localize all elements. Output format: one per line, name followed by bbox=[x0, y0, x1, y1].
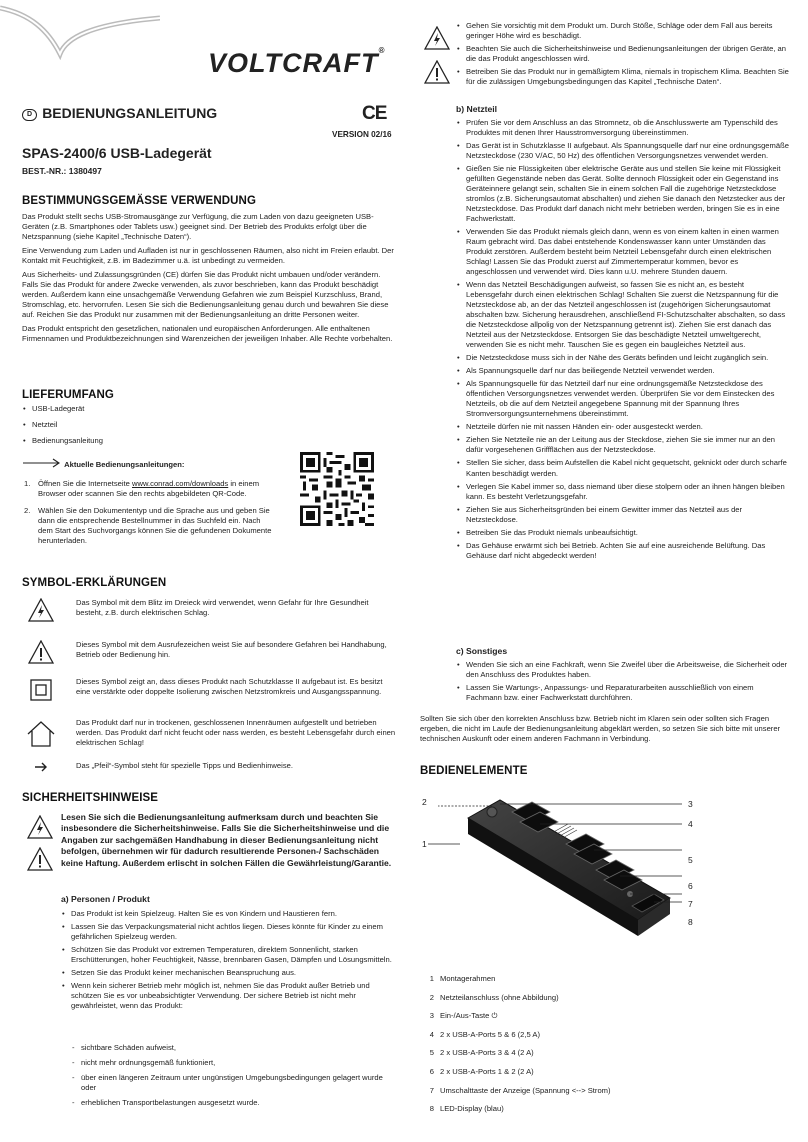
list-item: • Das Produkt ist kein Spielzeug. Halten Sie es von Kindern und Haustieren fern. bbox=[61, 909, 396, 919]
list-item: • Verlegen Sie Kabel immer so, dass niemand über diese stolpern oder an ihnen hängen bleiben kann. Es besteht Verletzungsgefahr. bbox=[456, 482, 790, 502]
callout-label: 3 bbox=[688, 799, 693, 809]
exclamation-triangle-icon bbox=[424, 60, 450, 84]
list-item: • Betreiben Sie das Produkt niemals unbeaufsichtigt. bbox=[456, 528, 790, 538]
lightning-triangle-icon bbox=[28, 598, 54, 622]
scope-list bbox=[22, 404, 222, 446]
exclamation-triangle-icon bbox=[27, 847, 53, 871]
list-item: • Betreiben Sie das Produkt nur in gemäßigtem Klima, niemals in tropischem Klima. Beachten Sie für die zulässigen Umgebungsbedingungen das Kapitel „Technische Daten“. bbox=[456, 67, 790, 87]
safety-heading: SICHERHEITSHINWEISE bbox=[22, 792, 159, 804]
section-c-list bbox=[456, 660, 790, 703]
list-item: • Netzteil bbox=[22, 420, 222, 430]
list-item: • Schützen Sie das Produkt vor extremen Temperaturen, direktem Sonnenlicht, starken Erschütterungen, hoher Feuchtigkeit, Nässe, brennbaren Gasen, Dämpfen und Lösungsmitteln. bbox=[61, 945, 396, 965]
callout-label: 2 bbox=[422, 797, 427, 807]
symbol-row: Dieses Symbol zeigt an, dass dieses Produkt nach Schutzklasse II aufgebaut ist. Es besitzt eine verstärkte oder doppelte Isolierung zwischen Netzstromkreis und Ausgangsspannung. bbox=[22, 677, 396, 697]
list-item: • Wenn das Netzteil Beschädigungen aufweist, so fassen Sie es nicht an, es besteht Lebensgefahr durch einen elektrischen Schlag! Schalten Sie zuerst die Netzspannung für die Netzsteckdose ab, an der das Netzteil angeschlossen ist (zugehörigen Sicherungsautomat abschalten bzw. Sicherung herausdrehen, anschließend FI-Schutzschalter abschalten, so dass die Netzsteckdose allpolig von der Netzspannung getrennt ist). Ziehen Sie erst danach das Netzteil aus der Netzsteckdose. Entsorgen Sie das beschädigte Netzteil umweltgerecht, verwenden Sie es nicht mehr. Tauschen Sie es gegen ein baugleiches Netzteil aus. bbox=[456, 280, 790, 350]
list-item: • Ziehen Sie Netzteile nie an der Leitung aus der Steckdose, ziehen Sie sie immer nur an den dafür vorgesehenen Griffflächen aus der Netzsteckdose. bbox=[456, 435, 790, 455]
product-title: SPAS-2400/6 USB-Ladegerät bbox=[22, 145, 212, 161]
callout-label: 5 bbox=[688, 855, 693, 865]
list-item: • Wenn kein sicherer Betrieb mehr möglich ist, nehmen Sie das Produkt außer Betrieb und schützen Sie es vor unbeabsichtigter Verwendung. Der sichere Betrieb ist nicht mehr gewährleistet, wenn das Produkt: bbox=[61, 981, 396, 1011]
item-number: BEST.-NR.: 1380497 bbox=[22, 166, 102, 176]
symbol-row: Das Symbol mit dem Blitz im Dreieck wird verwendet, wenn Gefahr für Ihre Gesundheit besteht, z.B. durch elektrischen Schlag. bbox=[22, 598, 396, 618]
section-b-list bbox=[456, 118, 790, 561]
callout-label: 8 bbox=[688, 917, 693, 927]
lightning-triangle-icon bbox=[27, 815, 53, 839]
list-item: • Lassen Sie das Verpackungsmaterial nicht achtlos liegen. Dieses könnte für Kinder zu einem gefährlichen Spielzeug werden. bbox=[61, 922, 396, 942]
list-item: • Als Spannungsquelle darf nur das beiliegende Netzteil verwendet werden. bbox=[456, 366, 790, 376]
callout-label: 1 bbox=[422, 839, 427, 849]
legend-row: 7 Umschalttaste der Anzeige (Spannung <--> Strom) bbox=[429, 1085, 611, 1095]
legend-row: 4 2 x USB-A-Ports 5 & 6 (2,5 A) bbox=[429, 1029, 541, 1039]
symbols-heading: SYMBOL-ERKLÄRUNGEN bbox=[22, 577, 167, 589]
list-item: - über einen längeren Zeitraum unter ungünstigen Umgebungsbedingungen gelagert wurde oder bbox=[71, 1073, 396, 1093]
class-ii-icon bbox=[30, 679, 52, 701]
list-item: • Setzen Sie das Produkt keiner mechanischen Beanspruchung aus. bbox=[61, 968, 396, 978]
doc-title: BEDIENUNGSANLEITUNG bbox=[42, 105, 218, 121]
list-item: - sichtbare Schäden aufweist, bbox=[71, 1043, 396, 1053]
arrow-icon bbox=[34, 762, 48, 772]
symbol-row: Dieses Symbol mit dem Ausrufezeichen weist Sie auf besondere Gefahren bei Handhabung, Betrieb oder Bedienung hin. bbox=[22, 640, 396, 660]
list-item: • Das Gerät ist in Schutzklasse II aufgebaut. Als Spannungsquelle darf nur eine ordnungsgemäße Netzsteckdose (230 V/AC, 50 Hz) des öffentlichen Versorgungsnetzes verwendet werden. bbox=[456, 141, 790, 161]
list-item: • Lassen Sie Wartungs-, Anpassungs- und Reparaturarbeiten ausschließlich von einem Fachmann bzw. einer Fachwerkstatt durchführen. bbox=[456, 683, 790, 703]
list-item: • Beachten Sie auch die Sicherheitshinweise und Bedienungsanleitungen der übrigen Geräte, an die das Produkt angeschlossen wird. bbox=[456, 44, 790, 64]
list-item: • Gehen Sie vorsichtig mit dem Produkt um. Durch Stöße, Schläge oder dem Fall aus bereits geringer Höhe wird es beschädigt. bbox=[456, 21, 790, 41]
list-item: - erheblichen Transportbelastungen ausgesetzt wurde. bbox=[71, 1098, 396, 1108]
list-item: • Stellen Sie sicher, dass beim Aufstellen die Kabel nicht gequetscht, geknickt oder durch scharfe Kanten beschädigt werden. bbox=[456, 458, 790, 478]
symbol-row: Das Produkt darf nur in trockenen, geschlossenen Innenräumen aufgestellt und betrieben werden. Das Produkt darf nicht feucht oder nass werden, es besteht Lebensgefahr durch einen elektrischen Schlag! bbox=[22, 718, 396, 748]
downloads-link[interactable]: www.conrad.com/downloads bbox=[132, 479, 229, 488]
ce-mark: CE bbox=[362, 103, 387, 124]
version-label: VERSION 02/16 bbox=[332, 130, 392, 139]
closing-note: Sollten Sie sich über den korrekten Anschluss bzw. Betrieb nicht im Klaren sein oder sollten sich Fragen ergeben, die nicht im Laufe der Bedienungsanleitung abgeklärt werden, so setzen Sie sich bitte mit unserer technischen Auskunft oder einem anderen Fachmann in Verbindung. bbox=[420, 714, 781, 744]
manuals-steps: 1. Öffnen Sie die Internetseite www.conrad.com/downloads in einem Browser oder scannen Sie den rechts abgebildeten QR-Code. 2. Wählen Sie den Dokumententyp und die Sprache aus und geben Sie dann die entsprechende Bestellnummer in das Suchfeld ein. Nach dem Start des Suchvorgangs können Sie die gefundenen Dokumente herunterladen. bbox=[24, 479, 272, 546]
callout-label: 7 bbox=[688, 899, 693, 909]
list-item: • Bedienungsanleitung bbox=[22, 436, 222, 446]
list-item: • Ziehen Sie aus Sicherheitsgründen bei einem Gewitter immer das Netzteil aus der Netzsteckdose. bbox=[456, 505, 790, 525]
list-item: • Gießen Sie nie Flüssigkeiten über elektrische Geräte aus und stellen Sie keine mit Flüssigkeit gefüllten Gegenstände neben das Gerät. Sollte dennoch Flüssigkeit oder ein Gegenstand ins Geräteinnere gelangt sein, schalten Sie in einem solchen Fall die zugehörige Netzsteckdose stromlos (z.B. Sicherungsautomat abschalten) und ziehen Sie danach den Netzstecker aus der Netzsteckdose. Das Produkt darf danach nicht mehr betrieben werden, bringen Sie es in eine Fachwerkstatt. bbox=[456, 164, 790, 224]
list-item: - nicht mehr ordnungsgemäß funktioniert, bbox=[71, 1058, 396, 1068]
qr-code[interactable] bbox=[300, 452, 374, 526]
arrow-icon bbox=[22, 458, 62, 468]
header-swoosh bbox=[0, 0, 160, 60]
top-safety-list bbox=[456, 21, 790, 87]
list-item: • Als Spannungsquelle für das Netzteil darf nur eine ordnungsgemäße Netzsteckdose des öffentlichen Versorgungsnetzes verwendet werden. Überprüfen Sie vor dem Einstecken des Netzteils, ob die auf dem Netzteil angegebene Spannung mit der Spannung Ihres Stromversorgungsunternehmens übereinstimmt. bbox=[456, 379, 790, 419]
list-item: • Das Gehäuse erwärmt sich bei Betrieb. Achten Sie auf eine ausreichende Belüftung. Das Gehäuse darf nicht abgedeckt werden! bbox=[456, 541, 790, 561]
legend-row: 1 Montagerahmen bbox=[429, 974, 496, 983]
section-b-heading: b) Netzteil bbox=[456, 104, 498, 114]
legend-row: 3 Ein-/Aus-Taste ⏻ bbox=[429, 1011, 498, 1021]
legend-row: 6 2 x USB-A-Ports 1 & 2 (2 A) bbox=[429, 1066, 534, 1076]
controls-legend bbox=[420, 974, 790, 1123]
controls-heading: BEDIENELEMENTE bbox=[420, 765, 528, 777]
safety-intro: Lesen Sie sich die Bedienungsanleitung aufmerksam durch und beachten Sie insbesondere die Sicherheitshinweise. Falls Sie die Sicherheitshinweise und die Angaben zur sachgemäßen Handhabung in dieser Bedienungsanleitung nicht befolgen, übernehmen wir für dadurch resultierende Personen-/ Sachschäden keine Haftung. Außerdem erlischt in solchen Fällen die Gewährleistung/Garantie. bbox=[61, 812, 392, 868]
section-a-sublist bbox=[71, 1043, 396, 1108]
section-c-heading: c) Sonstiges bbox=[456, 646, 508, 656]
list-item: • Verwenden Sie das Produkt niemals gleich dann, wenn es von einem kalten in einen warmen Raum gebracht wird. Das dabei entstehende Kondenswasser kann unter Umständen das Produkt zerstören. Außerdem besteht beim Netzteil Lebensgefahr durch einen elektrischen Schlag! Lassen Sie das Produkt zuerst auf Zimmertemperatur kommen, bevor es angeschlossen und verwendet wird. Dies kann u.U. mehrere Stunden dauern. bbox=[456, 227, 790, 277]
symbol-row: Das „Pfeil“-Symbol steht für spezielle Tipps und Bedienhinweise. bbox=[22, 761, 396, 771]
scope-heading: LIEFERUMFANG bbox=[22, 389, 114, 401]
callout-label: 4 bbox=[688, 819, 693, 829]
device-illustration bbox=[420, 790, 710, 950]
section-a-heading: a) Personen / Produkt bbox=[61, 894, 150, 904]
manuals-heading: Aktuelle Bedienungsanleitungen: bbox=[22, 458, 322, 470]
legend-row: 8 LED-Display (blau) bbox=[429, 1104, 504, 1114]
intended-use-text: Das Produkt stellt sechs USB-Stromausgänge zur Verfügung, die zum Laden von dazu geeigneten USB-Geräten (z.B. Smartphones oder Tablets usw.) geeignet sind. Der Betrieb des Produkts erfolgt über die Netzspannung (siehe Kapitel „Technische Daten“). Eine Verwendung zum Laden und Aufladen ist nur in geschlossenen Räumen, also nicht im Freien erlaubt. Der Kontakt mit Feuchtigkeit, z.B. im Badezimmer u.ä. ist unbedingt zu vermeiden. Aus Sicherheits- und Zulassungsgründen (CE) dürfen Sie das Produkt nicht umbauen und/oder verändern. Falls Sie das Produkt für andere Zwecke verwenden, als zuvor beschrieben, kann das Produkt beschädigt werden. Außerdem kann eine unsachgemäße Verwendung Gefahren wie zum Beispiel Kurzschluss, Brand, Stromschlag, etc. hervorrufen. Lesen Sie sich die Bedienungsanleitung genau durch und bewahren Sie diese auf. Reichen Sie das Produkt nur zusammen mit der Bedienungsanleitung an dritte Personen weiter. Das Produkt entspricht den gesetzlichen, nationalen und europäischen Anforderungen. Alle enthaltenen Firmennamen und Produktbezeichnungen sind Warenzeichen der jeweiligen Inhaber. Alle Rechte vorbehalten. bbox=[22, 212, 394, 344]
brand-logo: VOLTCRAFT® bbox=[208, 46, 386, 78]
language-badge: D bbox=[22, 109, 37, 121]
list-item: • Die Netzsteckdose muss sich in der Nähe des Geräts befinden und leicht zugänglich sein. bbox=[456, 353, 790, 363]
legend-row: 5 2 x USB-A-Ports 3 & 4 (2 A) bbox=[429, 1048, 534, 1058]
list-item: • Netzteile dürfen nie mit nassen Händen ein- oder ausgesteckt werden. bbox=[456, 422, 790, 432]
legend-row: 2 Netzteilanschluss (ohne Abbildung) bbox=[429, 992, 559, 1002]
section-a-list bbox=[61, 909, 396, 1014]
callout-label: 6 bbox=[688, 881, 693, 891]
list-item: • USB-Ladegerät bbox=[22, 404, 222, 414]
exclamation-triangle-icon bbox=[28, 640, 54, 664]
list-item: • Prüfen Sie vor dem Anschluss an das Stromnetz, ob die Anschlusswerte am Typenschild des Produktes mit denen Ihrer Hausstromversorgung übereinstimmen. bbox=[456, 118, 790, 138]
indoor-house-icon bbox=[26, 720, 56, 748]
list-item: • Wenden Sie sich an eine Fachkraft, wenn Sie Zweifel über die Arbeitsweise, die Sicherheit oder den Anschluss des Produktes haben. bbox=[456, 660, 790, 680]
intended-use-heading: BESTIMMUNGSGEMÄSSE VERWENDUNG bbox=[22, 195, 256, 207]
lightning-triangle-icon bbox=[424, 26, 450, 50]
